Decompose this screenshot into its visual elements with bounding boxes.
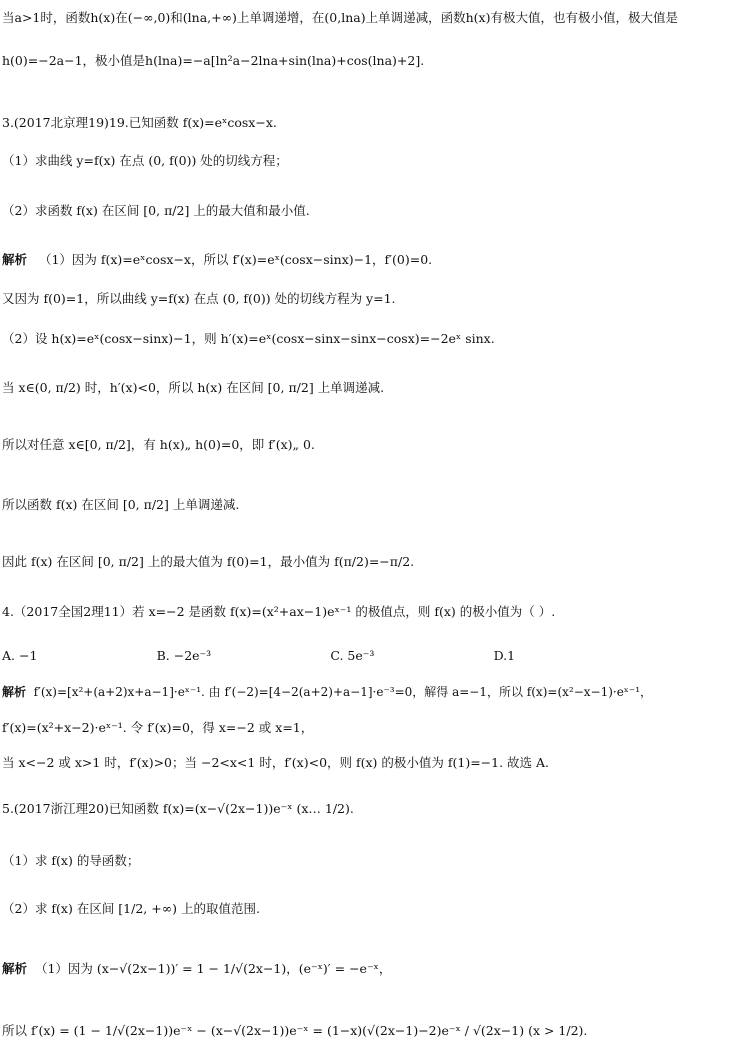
problem-5-statement: 5.(2017浙江理20)已知函数 f(x)=(x−√(2x−1))e⁻ˣ (x… 1/2). xyxy=(2,801,354,816)
problem-3-part-2: （2）求函数 f(x) 在区间 [0, π/2] 上的最大值和最小值. xyxy=(2,203,310,218)
solution-3-line-3: （2）设 h(x)=eˣ(cosx−sinx)−1，则 h′(x)=eˣ(cosx−sinx−sinx−cosx)=−2eˣ sinx. xyxy=(2,331,495,346)
problem-3-statement: 3.(2017北京理19)19.已知函数 f(x)=eˣcosx−x. xyxy=(2,115,277,130)
problem-5-part-2: （2）求 f(x) 在区间 [1/2, +∞) 上的取值范围. xyxy=(2,901,260,916)
solution-4-line-2: f′(x)=(x²+x−2)·eˣ⁻¹. 令 f′(x)=0，得 x=−2 或 x=1， xyxy=(2,720,314,735)
problem-3-part-1: （1）求曲线 y=f(x) 在点 (0, f(0)) 处的切线方程； xyxy=(2,153,288,168)
solution-4-line-1: 解析 f′(x)=[x²+(a+2)x+a−1]·eˣ⁻¹. 由 f′(−2)=[4−2(a+2)+a−1]·e⁻³=0，解得 a=−1，所以 f(x)=(x²−x−1)·eˣ⁻¹， xyxy=(2,685,653,699)
solution-label: 解析 xyxy=(2,252,28,267)
solution-3-line-2: 又因为 f(0)=1，所以曲线 y=f(x) 在点 (0, f(0)) 处的切线方程为 y=1. xyxy=(2,291,396,306)
problem-5-part-1: （1）求 f(x) 的导函数； xyxy=(2,853,140,868)
solution-3-line-1: 解析 （1）因为 f(x)=eˣcosx−x，所以 f′(x)=eˣ(cosx−sinx)−1，f′(0)=0. xyxy=(2,252,433,267)
solution-3-line-4: 当 x∈(0, π/2) 时，h′(x)<0，所以 h(x) 在区间 [0, π/2] 上单调递减. xyxy=(2,380,385,395)
solution-3-line-6: 所以函数 f(x) 在区间 [0, π/2] 上单调递减. xyxy=(2,497,240,512)
solution-5-line-2: 所以 f′(x) = (1 − 1/√(2x−1))e⁻ˣ − (x−√(2x−1))e⁻ˣ = (1−x)(√(2x−1)−2)e⁻ˣ / √(2x−1) (x > 1/2). xyxy=(2,1023,588,1038)
continued-conclusion-line-2: h(0)=−2a−1，极小值是h(lna)=−a[ln²a−2lna+sin(lna)+cos(lna)+2]. xyxy=(2,53,425,68)
solution-3-line-7: 因此 f(x) 在区间 [0, π/2] 上的最大值为 f(0)=1，最小值为 f(π/2)=−π/2. xyxy=(2,554,415,569)
problem-4-options: A. −1 B. −2e⁻³ C. 5e⁻³ D.1 xyxy=(2,648,516,663)
solution-5-line-1: 解析 （1）因为 (x−√(2x−1))′ = 1 − 1/√(2x−1)，(e⁻ˣ)′ = −e⁻ˣ， xyxy=(2,961,392,976)
solution-4-line-3: 当 x<−2 或 x>1 时，f′(x)>0；当 −2<x<1 时，f′(x)<0，则 f(x) 的极小值为 f(1)=−1. 故选 A. xyxy=(2,755,550,770)
solution-label: 解析 xyxy=(2,685,27,699)
solution-3-line-5: 所以对任意 x∈[0, π/2]，有 h(x)„ h(0)=0，即 f′(x)„ 0. xyxy=(2,437,315,452)
solution-label: 解析 xyxy=(2,961,28,976)
continued-conclusion-line-1: 当a>1时，函数h(x)在(−∞,0)和(lna,+∞)上单调递增，在(0,lna)上单调递减，函数h(x)有极大值，也有极小值，极大值是 xyxy=(2,10,678,25)
problem-4-statement: 4.（2017全国2理11）若 x=−2 是函数 f(x)=(x²+ax−1)eˣ⁻¹ 的极值点，则 f(x) 的极小值为（ ）. xyxy=(2,604,556,619)
